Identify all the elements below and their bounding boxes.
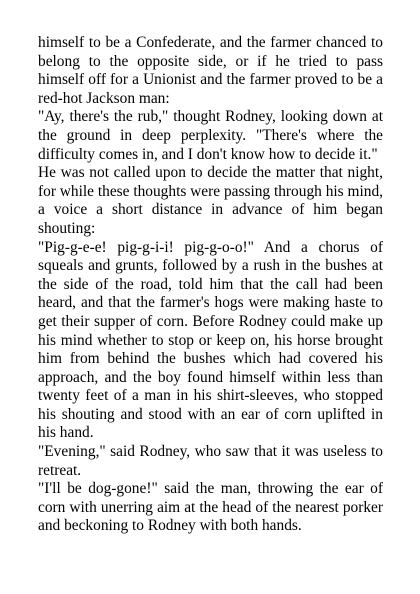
- paragraph: "I'll be dog-gone!" said the man, throwing the ear of corn with unerring aim at the head of the nearest porker and beckoning to Rodney with both hands.: [38, 480, 383, 535]
- paragraph: "Ay, there's the rub," thought Rodney, looking down at the ground in deep perplexity. "There's where the difficulty comes in, and I don't know how to decide it.": [38, 108, 383, 163]
- book-page-text: [38, 34, 383, 536]
- paragraph: "Evening," said Rodney, who saw that it was useless to retreat.: [38, 443, 383, 479]
- paragraph: "Pig-g-e-e! pig-g-i-i! pig-g-o-o!" And a chorus of squeals and grunts, followed by a rush in the bushes at the side of the road, told him that the call had been heard, and that the farmer's hogs were making haste to get their supper of corn. Before Rodney could make up his mind whether to stop or keep on, his horse brought him from behind the bushes which had covered his approach, and the boy found himself within less than twenty feet of a man in his shirt-sleeves, who stopped his shouting and stood with an ear of corn uplifted in his hand.: [38, 238, 383, 442]
- paragraph: He was not called upon to decide the matter that night, for while these thoughts were passing through his mind, a voice a short distance in advance of him began shouting:: [38, 164, 383, 237]
- paragraph: himself to be a Confederate, and the farmer chanced to belong to the opposite side, or if he tried to pass himself off for a Unionist and the farmer proved to be a red-hot Jackson man:: [38, 34, 383, 107]
